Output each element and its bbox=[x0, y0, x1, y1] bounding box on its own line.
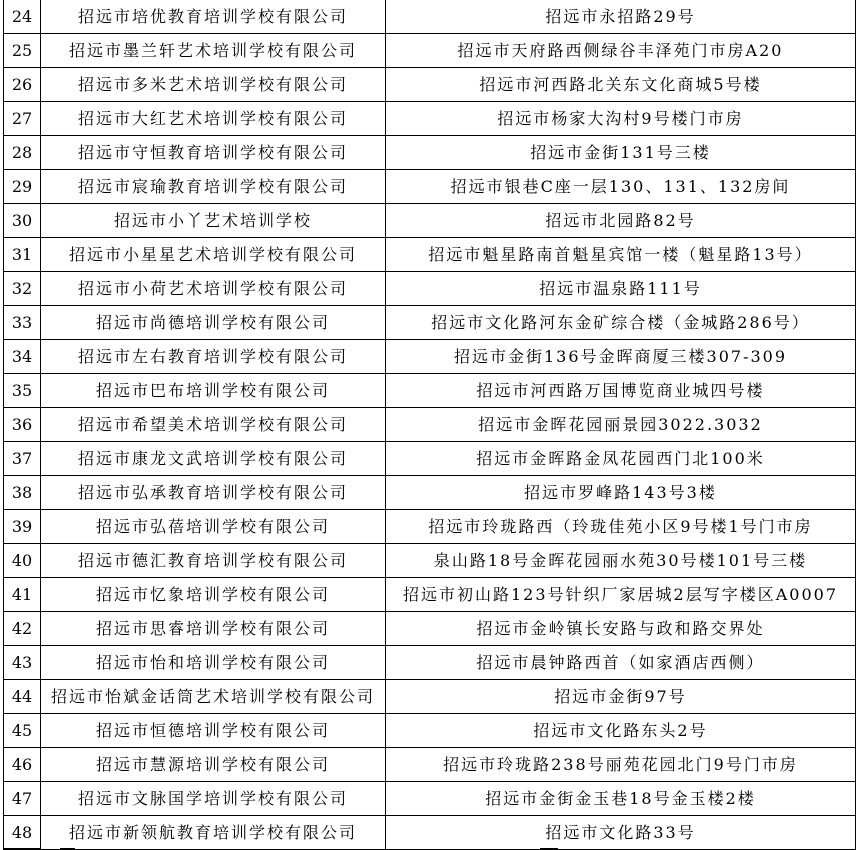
school-name-cell: 招远市多米艺术培训学校有限公司 bbox=[41, 68, 386, 102]
table-row bbox=[4, 476, 856, 510]
school-address-cell: 招远市金街金玉巷18号金玉楼2楼 bbox=[386, 782, 856, 816]
school-name-cell: 招远市文脉国学培训学校有限公司 bbox=[41, 782, 386, 816]
row-number-cell: 44 bbox=[4, 680, 41, 714]
row-number-cell: 28 bbox=[4, 136, 41, 170]
row-number-cell: 31 bbox=[4, 238, 41, 272]
table-row bbox=[4, 170, 856, 204]
table-row bbox=[4, 816, 856, 850]
school-name-cell: 招远市怡斌金话筒艺术培训学校有限公司 bbox=[41, 680, 386, 714]
row-number-cell: 36 bbox=[4, 408, 41, 442]
table-row bbox=[4, 646, 856, 680]
school-list-table-container bbox=[3, 0, 855, 850]
row-number-cell: 26 bbox=[4, 68, 41, 102]
table-row bbox=[4, 340, 856, 374]
table-row bbox=[4, 102, 856, 136]
school-name-cell: 招远市怡和培训学校有限公司 bbox=[41, 646, 386, 680]
table-row bbox=[4, 578, 856, 612]
row-number-cell: 38 bbox=[4, 476, 41, 510]
school-name-cell: 招远市弘承教育培训学校有限公司 bbox=[41, 476, 386, 510]
school-name-cell: 招远市弘蓓培训学校有限公司 bbox=[41, 510, 386, 544]
row-number-cell: 39 bbox=[4, 510, 41, 544]
school-name-cell: 招远市守恒教育培训学校有限公司 bbox=[41, 136, 386, 170]
school-name-cell: 招远市培优教育培训学校有限公司 bbox=[41, 0, 386, 34]
school-address-cell: 招远市罗峰路143号3楼 bbox=[386, 476, 856, 510]
school-name-cell: 招远市宸瑜教育培训学校有限公司 bbox=[41, 170, 386, 204]
row-number-cell: 41 bbox=[4, 578, 41, 612]
table-row bbox=[4, 136, 856, 170]
school-name-cell: 招远市左右教育培训学校有限公司 bbox=[41, 340, 386, 374]
table-row bbox=[4, 374, 856, 408]
school-address-cell: 招远市玲珑路238号丽苑花园北门9号门市房 bbox=[386, 748, 856, 782]
row-number-cell: 33 bbox=[4, 306, 41, 340]
school-address-cell: 招远市金岭镇长安路与政和路交界处 bbox=[386, 612, 856, 646]
school-address-cell: 招远市玲珑路西（玲珑佳苑小区9号楼1号门市房 bbox=[386, 510, 856, 544]
school-address-cell: 招远市晨钟路西首（如家酒店西侧） bbox=[386, 646, 856, 680]
table-row bbox=[4, 714, 856, 748]
school-list-table bbox=[3, 0, 856, 850]
school-address-cell: 招远市河西路北关东文化商城5号楼 bbox=[386, 68, 856, 102]
row-number-cell: 45 bbox=[4, 714, 41, 748]
school-address-cell: 招远市金街97号 bbox=[386, 680, 856, 714]
school-name-cell: 招远市大红艺术培训学校有限公司 bbox=[41, 102, 386, 136]
table-row bbox=[4, 306, 856, 340]
school-name-cell: 招远市尚德培训学校有限公司 bbox=[41, 306, 386, 340]
school-name-cell: 招远市恒德培训学校有限公司 bbox=[41, 714, 386, 748]
school-name-cell: 招远市新领航教育培训学校有限公司 bbox=[41, 816, 386, 850]
row-number-cell: 43 bbox=[4, 646, 41, 680]
school-name-cell: 招远市希望美术培训学校有限公司 bbox=[41, 408, 386, 442]
table-row bbox=[4, 68, 856, 102]
table-row bbox=[4, 204, 856, 238]
school-address-cell: 招远市金街136号金晖商厦三楼307-309 bbox=[386, 340, 856, 374]
table-row bbox=[4, 0, 856, 34]
school-name-cell: 招远市德汇教育培训学校有限公司 bbox=[41, 544, 386, 578]
row-number-cell: 48 bbox=[4, 816, 41, 850]
row-number-cell: 35 bbox=[4, 374, 41, 408]
row-number-cell: 46 bbox=[4, 748, 41, 782]
table-row bbox=[4, 748, 856, 782]
school-name-cell: 招远市墨兰轩艺术培训学校有限公司 bbox=[41, 34, 386, 68]
school-address-cell: 招远市永招路29号 bbox=[386, 0, 856, 34]
school-address-cell: 招远市北园路82号 bbox=[386, 204, 856, 238]
table-row bbox=[4, 680, 856, 714]
school-address-cell: 招远市魁星路南首魁星宾馆一楼（魁星路13号） bbox=[386, 238, 856, 272]
school-address-cell: 招远市金晖路金凤花园西门北100米 bbox=[386, 442, 856, 476]
school-address-cell: 招远市天府路西侧绿谷丰泽苑门市房A20 bbox=[386, 34, 856, 68]
row-number-cell: 40 bbox=[4, 544, 41, 578]
school-name-cell: 招远市康龙文武培训学校有限公司 bbox=[41, 442, 386, 476]
table-row bbox=[4, 612, 856, 646]
school-address-cell: 招远市杨家大沟村9号楼门市房 bbox=[386, 102, 856, 136]
school-address-cell: 招远市金晖花园丽景园3022.3032 bbox=[386, 408, 856, 442]
school-name-cell: 招远市小荷艺术培训学校有限公司 bbox=[41, 272, 386, 306]
school-name-cell: 招远市巴布培训学校有限公司 bbox=[41, 374, 386, 408]
table-row bbox=[4, 510, 856, 544]
school-address-cell: 招远市文化路东头2号 bbox=[386, 714, 856, 748]
school-name-cell: 招远市慧源培训学校有限公司 bbox=[41, 748, 386, 782]
table-row bbox=[4, 408, 856, 442]
school-address-cell: 招远市河西路万国博览商业城四号楼 bbox=[386, 374, 856, 408]
row-number-cell: 24 bbox=[4, 0, 41, 34]
school-name-cell: 招远市小星星艺术培训学校有限公司 bbox=[41, 238, 386, 272]
row-number-cell: 27 bbox=[4, 102, 41, 136]
school-address-cell: 招远市银巷C座一层130、131、132房间 bbox=[386, 170, 856, 204]
school-name-cell: 招远市小丫艺术培训学校 bbox=[41, 204, 386, 238]
school-address-cell: 招远市文化路33号 bbox=[386, 816, 856, 850]
table-body bbox=[4, 0, 856, 850]
row-number-cell: 37 bbox=[4, 442, 41, 476]
table-row bbox=[4, 34, 856, 68]
row-number-cell: 42 bbox=[4, 612, 41, 646]
row-number-cell: 29 bbox=[4, 170, 41, 204]
school-address-cell: 招远市文化路河东金矿综合楼（金城路286号） bbox=[386, 306, 856, 340]
table-row bbox=[4, 782, 856, 816]
table-row bbox=[4, 238, 856, 272]
school-address-cell: 招远市金街131号三楼 bbox=[386, 136, 856, 170]
table-row bbox=[4, 442, 856, 476]
school-name-cell: 招远市忆象培训学校有限公司 bbox=[41, 578, 386, 612]
table-row bbox=[4, 544, 856, 578]
school-address-cell: 泉山路18号金晖花园丽水苑30号楼101号三楼 bbox=[386, 544, 856, 578]
school-name-cell: 招远市思睿培训学校有限公司 bbox=[41, 612, 386, 646]
school-address-cell: 招远市初山路123号针织厂家居城2层写字楼区A0007 bbox=[386, 578, 856, 612]
row-number-cell: 30 bbox=[4, 204, 41, 238]
table-row bbox=[4, 272, 856, 306]
row-number-cell: 32 bbox=[4, 272, 41, 306]
row-number-cell: 25 bbox=[4, 34, 41, 68]
school-address-cell: 招远市温泉路111号 bbox=[386, 272, 856, 306]
row-number-cell: 47 bbox=[4, 782, 41, 816]
row-number-cell: 34 bbox=[4, 340, 41, 374]
